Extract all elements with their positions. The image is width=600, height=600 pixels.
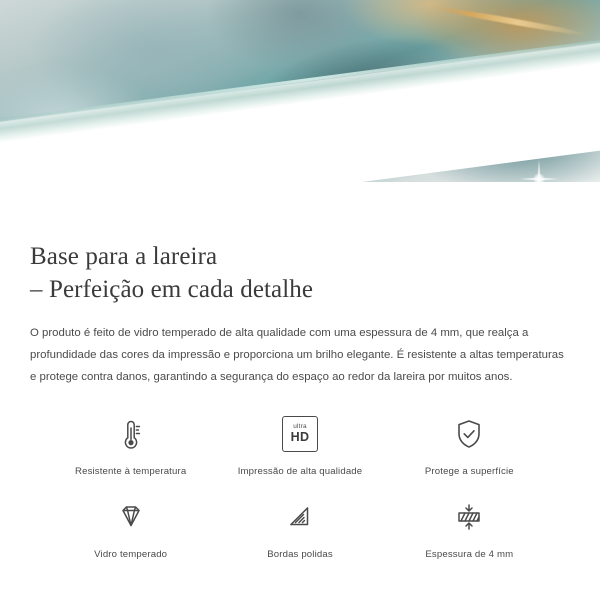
description-content xyxy=(0,222,600,562)
feature-label: Espessura de 4 mm xyxy=(425,549,514,561)
feature-label: Resistente à temperatura xyxy=(75,465,187,477)
bottom-spacer xyxy=(0,562,600,592)
polished-edges-icon xyxy=(277,494,323,540)
hero-image xyxy=(0,0,600,222)
shield-check-icon xyxy=(446,411,492,457)
ultra-hd-badge-icon xyxy=(277,411,323,457)
feature-item-tempered-glass xyxy=(46,494,215,561)
feature-label: Vidro temperado xyxy=(94,549,168,561)
hd-badge-top-text: ultra xyxy=(293,422,307,430)
hd-badge xyxy=(282,416,318,452)
page-title xyxy=(30,240,570,306)
feature-item-temperature-resistant xyxy=(46,411,215,478)
hd-badge-bottom-text: HD xyxy=(290,430,310,445)
thermometer-icon xyxy=(108,411,154,457)
feature-label: Protege a superfície xyxy=(424,465,514,477)
feature-grid xyxy=(30,411,570,562)
diamond-icon xyxy=(108,494,154,540)
feature-label: Impressão de alta qualidade xyxy=(237,465,363,477)
feature-item-surface-protection xyxy=(385,411,554,478)
page-title-line-2: – Perfeição em cada detalhe xyxy=(30,276,314,303)
feature-item-thickness xyxy=(385,494,554,561)
feature-item-print-quality xyxy=(215,411,384,478)
feature-item-polished-edges xyxy=(215,494,384,561)
thickness-4mm-icon xyxy=(446,494,492,540)
description-paragraph: O produto é feito de vidro temperado de alta qualidade com uma espessura de 4 mm, que realça a profundidade das cores da impressão e proporciona um brilho elegante. É resistente a altas temperaturas e protege contra danos, garantindo a segurança do espaço ao redor da lareira por muitos anos. xyxy=(30,327,564,384)
feature-label: Bordas polidas xyxy=(267,549,333,561)
hero-bottom-fade xyxy=(0,182,600,222)
page-title-line-1: Base para a lareira xyxy=(30,243,218,270)
